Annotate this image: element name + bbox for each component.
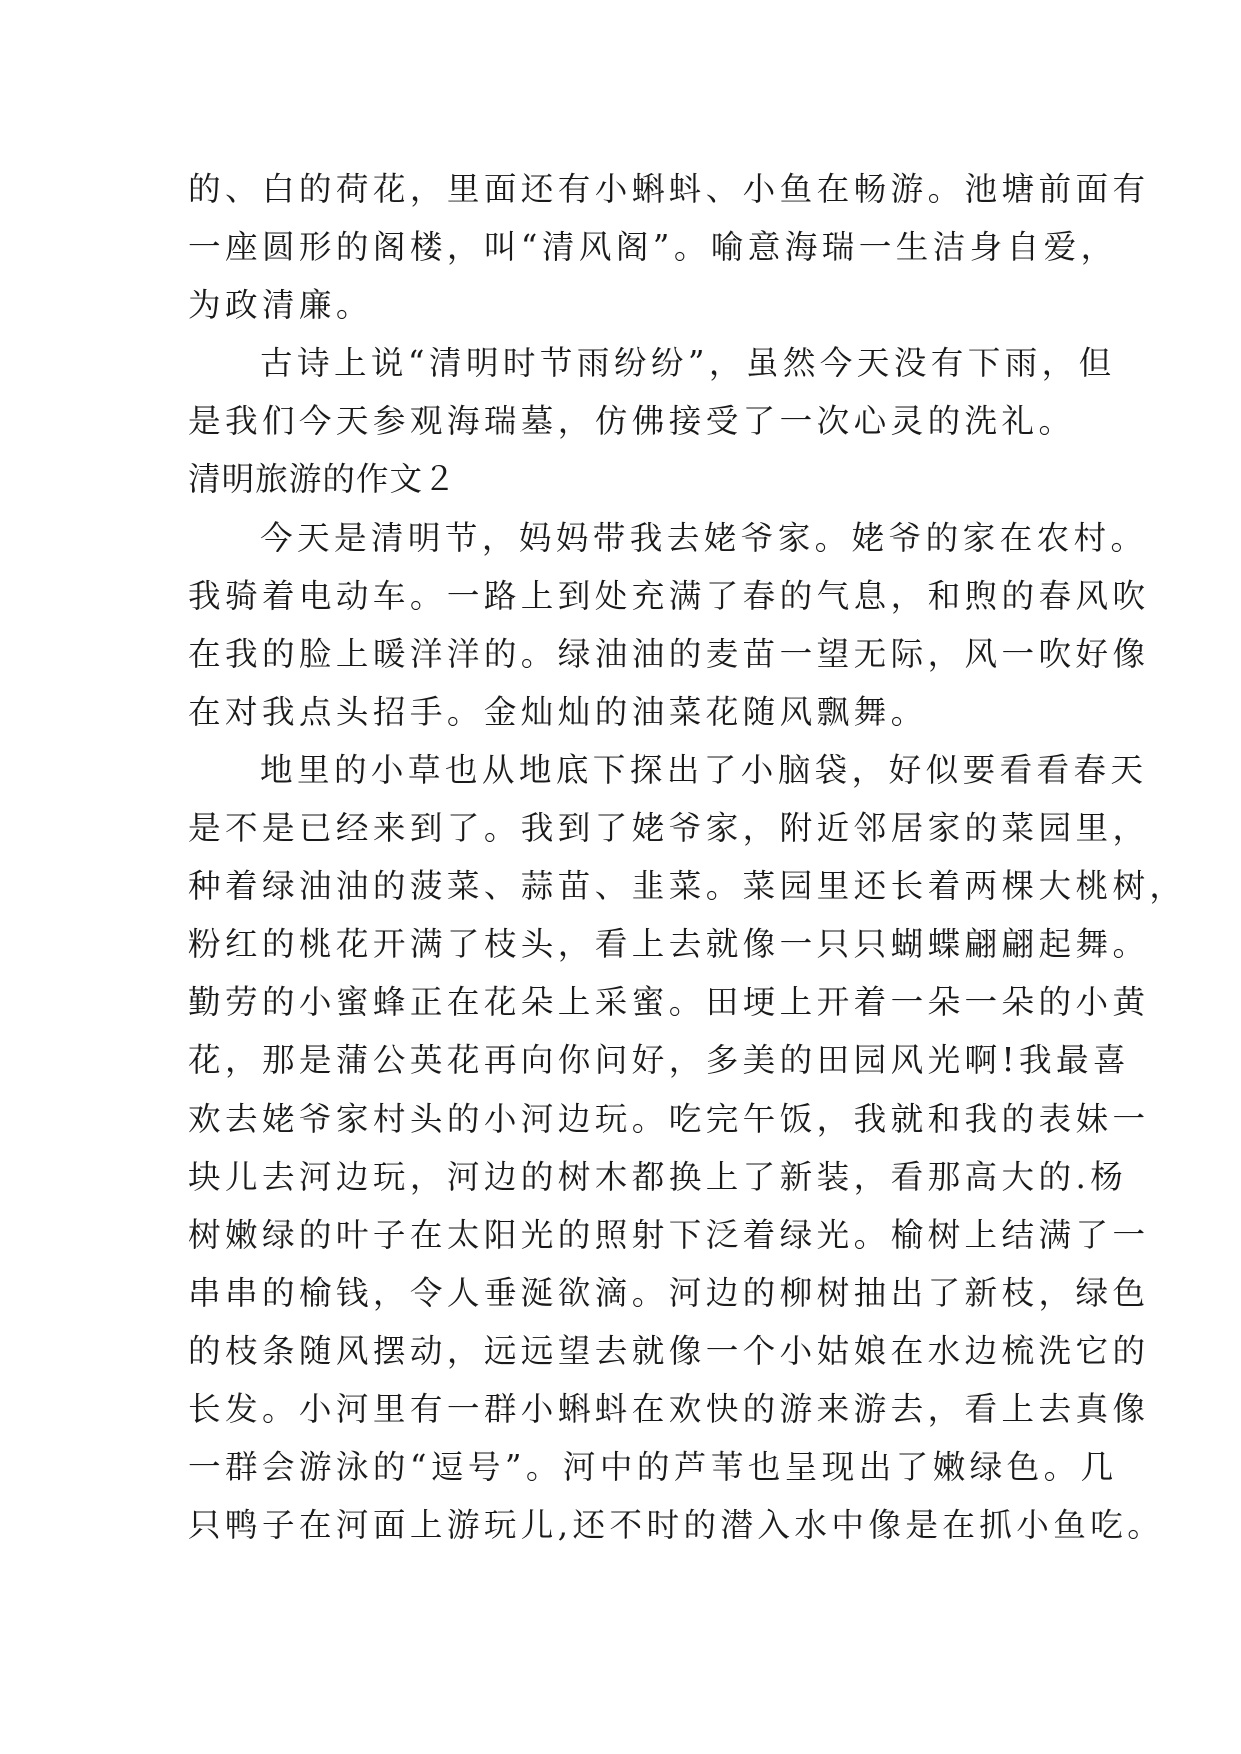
- text-line: 一群会游泳的“逗号”。河中的芦苇也呈现出了嫩绿色。几: [188, 1448, 1118, 1487]
- text-line: 我骑着电动车。一路上到处充满了春的气息，和煦的春风吹: [188, 576, 1150, 615]
- text-line: 今天是清明节，妈妈带我去姥爷家。姥爷的家在农村。: [260, 518, 1148, 557]
- text-line: 只鸭子在河面上游玩儿,还不时的潜入水中像是在抓小鱼吃。: [188, 1506, 1165, 1545]
- text-line: 欢去姥爷家村头的小河边玩。吃完午饭，我就和我的表妹一: [188, 1099, 1150, 1138]
- text-line: 块儿去河边玩，河边的树木都换上了新装，看那高大的.杨: [188, 1157, 1128, 1196]
- text-line: 花，那是蒲公英花再向你问好，多美的田园风光啊!我最喜: [188, 1041, 1130, 1080]
- text-line: 树嫩绿的叶子在太阳光的照射下泛着绿光。榆树上结满了一: [188, 1215, 1150, 1254]
- text-line: 为政清廉。: [188, 286, 373, 325]
- section-title: 清明旅游的作文２: [188, 460, 457, 499]
- text-line: 粉红的桃花开满了枝头，看上去就像一只只蝴蝶翩翩起舞。: [188, 925, 1150, 964]
- text-line: 的、白的荷花，里面还有小蝌蚪、小鱼在畅游。池塘前面有: [188, 170, 1150, 208]
- text-line: 在我的脸上暖洋洋的。绿油油的麦苗一望无际，风一吹好像: [188, 634, 1150, 673]
- text-line: 是不是已经来到了。我到了姥爷家，附近邻居家的菜园里，: [188, 809, 1150, 848]
- text-line: 种着绿油油的菠菜、蒜苗、韭菜。菜园里还长着两棵大桃树，: [188, 867, 1187, 906]
- text-line: 古诗上说“清明时节雨纷纷”，虽然今天没有下雨，但: [260, 344, 1116, 383]
- text-line: 一座圆形的阁楼，叫“清风阁”。喻意海瑞一生洁身自爱，: [188, 228, 1118, 267]
- document-body: [188, 160, 1187, 1554]
- text-line: 地里的小草也从地底下探出了小脑袋，好似要看看春天: [260, 750, 1148, 789]
- text-line: 在对我点头招手。金灿灿的油菜花随风飘舞。: [188, 692, 928, 731]
- text-line: 长发。小河里有一群小蝌蚪在欢快的游来游去，看上去真像: [188, 1389, 1150, 1428]
- text-line: 串串的榆钱，令人垂涎欲滴。河边的柳树抽出了新枝，绿色: [188, 1273, 1150, 1312]
- text-line: 是我们今天参观海瑞墓，仿佛接受了一次心灵的洗礼。: [188, 402, 1076, 441]
- text-line: 的枝条随风摆动，远远望去就像一个小姑娘在水边梳洗它的: [188, 1331, 1150, 1370]
- text-line: 勤劳的小蜜蜂正在花朵上采蜜。田埂上开着一朵一朵的小黄: [188, 983, 1150, 1022]
